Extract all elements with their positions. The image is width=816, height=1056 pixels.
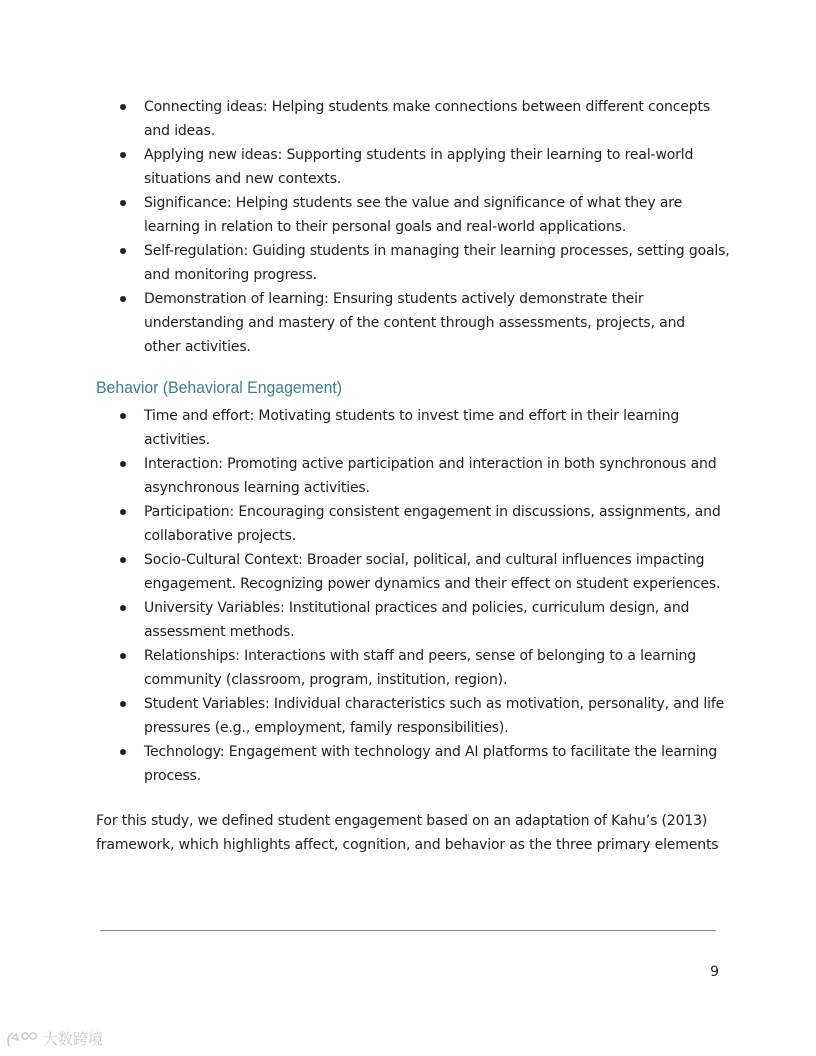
list-item-line: learning in relation to their personal goals and real-world applications. [144, 219, 627, 235]
bullet-icon [120, 248, 126, 254]
engagement-strategies-list [96, 95, 736, 359]
list-item-line: Socio-Cultural Context: Broader social, political, and cultural influences impacting [144, 552, 705, 568]
list-item-line: Technology: Engagement with technology and AI platforms to facilitate the learning [144, 744, 718, 760]
list-item-line: Time and effort: Motivating students to invest time and effort in their learning [144, 408, 680, 424]
bullet-icon [120, 104, 126, 110]
list-item-line: pressures (e.g., employment, family responsibilities). [144, 720, 509, 736]
list-item [96, 548, 736, 596]
bullet-icon [120, 200, 126, 206]
list-item-line: Connecting ideas: Helping students make connections between different concepts [144, 99, 710, 115]
list-item-line: Significance: Helping students see the value and significance of what they are [144, 195, 683, 211]
paragraph-line: For this study, we defined student engagement based on an adaptation of Kahu’s (2013) [96, 813, 708, 829]
list-item-line: Self-regulation: Guiding students in managing their learning processes, setting goals, [144, 243, 730, 259]
list-item-line: University Variables: Institutional practices and policies, curriculum design, and [144, 600, 690, 616]
list-item [96, 692, 736, 740]
bullet-icon [120, 557, 126, 563]
list-item [96, 287, 736, 359]
list-item [96, 452, 736, 500]
list-item [96, 404, 736, 452]
list-item [96, 644, 736, 692]
bullet-icon [120, 749, 126, 755]
list-item [96, 596, 736, 644]
section-heading-behavior: Behavior (Behavioral Engagement) [96, 378, 343, 397]
list-item [96, 143, 736, 191]
page-number: 9 [710, 964, 719, 980]
list-item-line: Relationships: Interactions with staff and peers, sense of belonging to a learning [144, 648, 697, 664]
list-item [96, 740, 736, 788]
list-item-line: Interaction: Promoting active participation and interaction in both synchronous and [144, 456, 717, 472]
list-item-line: collaborative projects. [144, 528, 297, 544]
list-item-line: Participation: Encouraging consistent engagement in discussions, assignments, and [144, 504, 721, 520]
watermark-text: 大数跨境 [43, 1030, 104, 1048]
list-item-line: and ideas. [144, 123, 216, 139]
paragraph-line: framework, which highlights affect, cognition, and behavior as the three primary elements [96, 837, 719, 853]
list-item-line: community (classroom, program, institution, region). [144, 672, 508, 688]
list-item [96, 500, 736, 548]
bullet-icon [120, 509, 126, 515]
list-item-line: Demonstration of learning: Ensuring students actively demonstrate their [144, 291, 644, 307]
bullet-icon [120, 701, 126, 707]
bullet-icon [120, 413, 126, 419]
list-item-line: assessment methods. [144, 624, 295, 640]
watermark [6, 1028, 103, 1049]
list-item-line: and monitoring progress. [144, 267, 317, 283]
list-item-line: Applying new ideas: Supporting students in applying their learning to real-world [144, 147, 694, 163]
watermark-logo-icon [6, 1029, 40, 1049]
bullet-icon [120, 653, 126, 659]
list-item-line: process. [144, 768, 202, 784]
body-paragraph [96, 809, 736, 857]
list-item-line: activities. [144, 432, 210, 448]
bullet-icon [120, 461, 126, 467]
bullet-icon [120, 296, 126, 302]
list-item [96, 191, 736, 239]
list-item [96, 239, 736, 287]
footer-divider [100, 930, 716, 931]
list-item-line: understanding and mastery of the content through assessments, projects, and [144, 315, 686, 331]
bullet-icon [120, 605, 126, 611]
list-item-line: engagement. Recognizing power dynamics and their effect on student experiences. [144, 576, 721, 592]
list-item-line: situations and new contexts. [144, 171, 342, 187]
list-item-line: asynchronous learning activities. [144, 480, 370, 496]
list-item [96, 95, 736, 143]
behavioral-engagement-list [96, 404, 736, 788]
list-item-line: other activities. [144, 339, 251, 355]
list-item-line: Student Variables: Individual characteristics such as motivation, personality, and life [144, 696, 725, 712]
bullet-icon [120, 152, 126, 158]
